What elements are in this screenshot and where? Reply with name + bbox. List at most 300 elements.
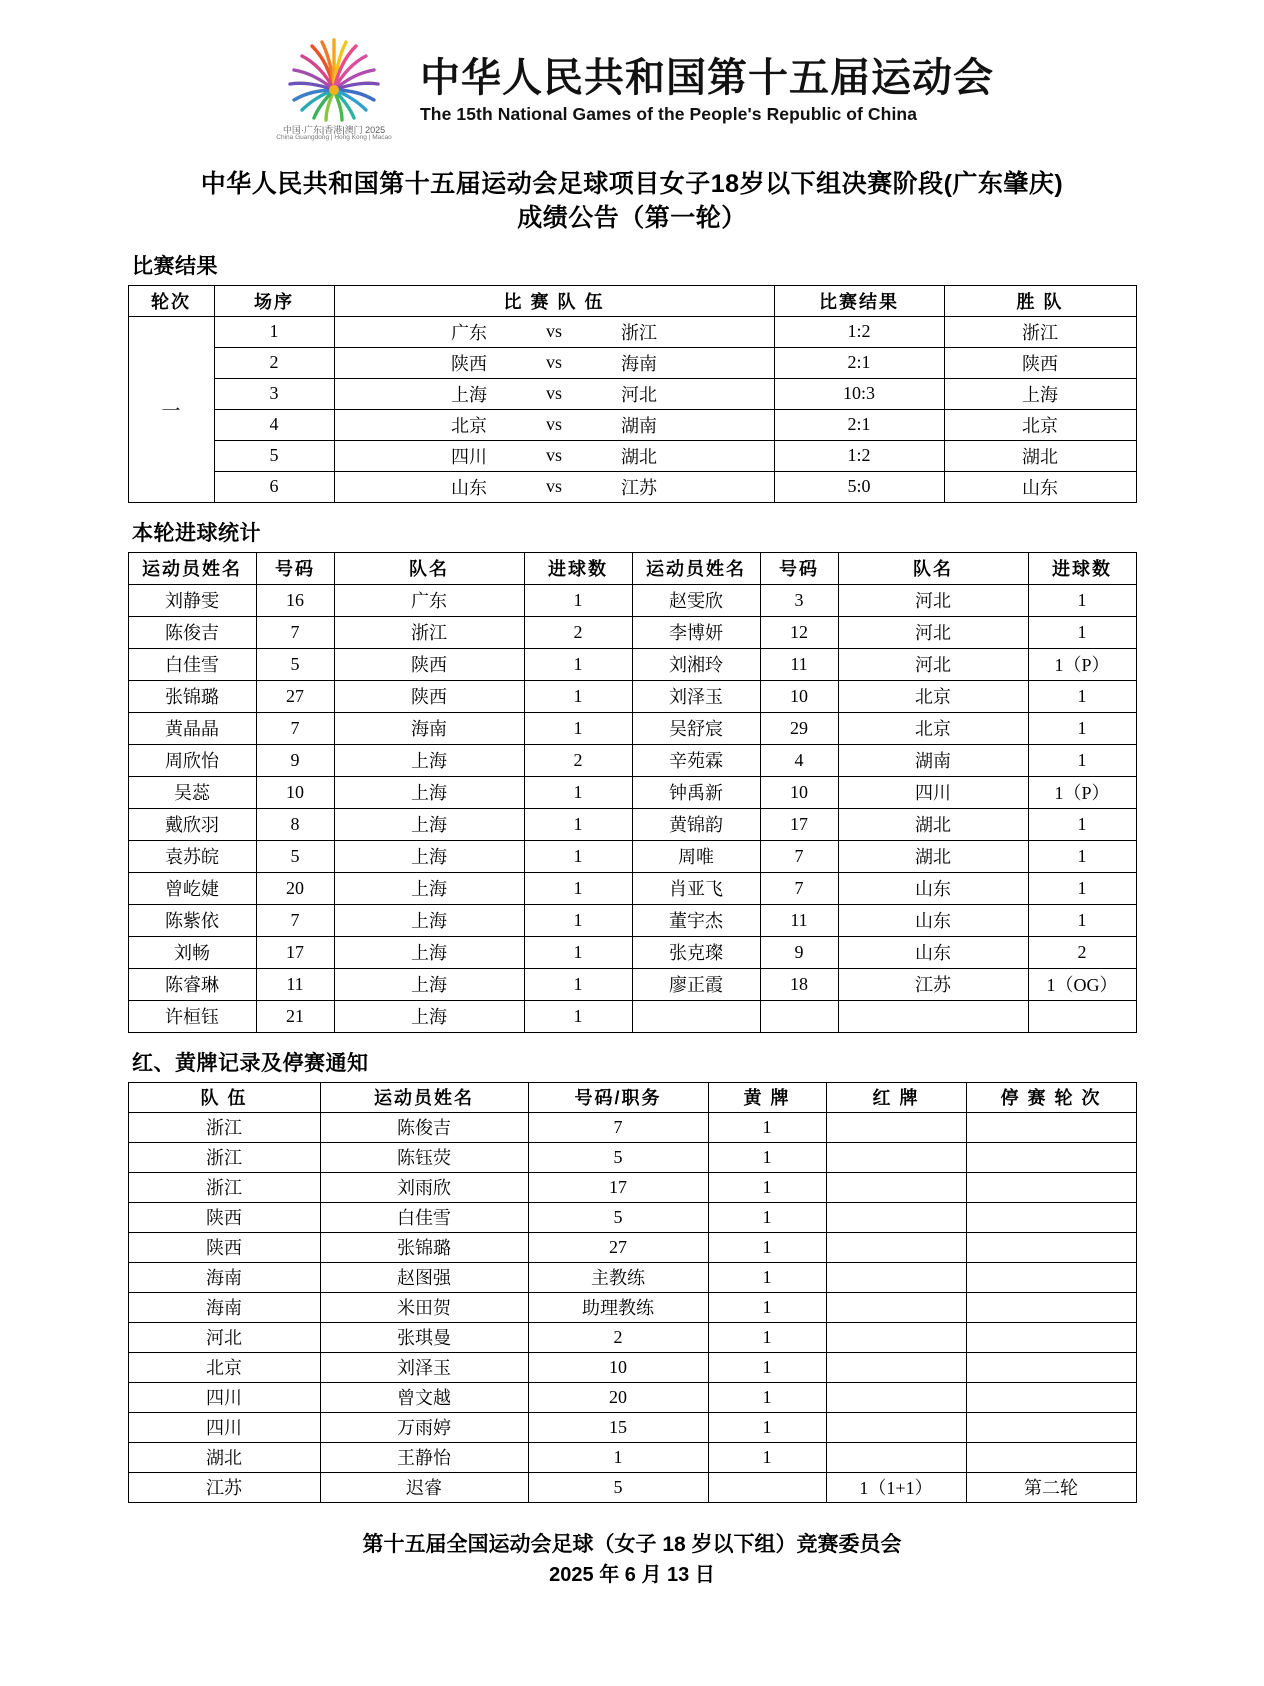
col-number-right: 号码	[760, 552, 838, 584]
col-order: 场序	[214, 285, 334, 316]
scorer-goals-right: 1	[1028, 744, 1136, 776]
emblem-caption	[270, 126, 398, 142]
match-score: 2:1	[774, 347, 944, 378]
col-winner: 胜 队	[944, 285, 1136, 316]
card-red	[826, 1112, 966, 1142]
card-suspension	[966, 1352, 1136, 1382]
card-number-role: 17	[528, 1172, 708, 1202]
match-score: 10:3	[774, 378, 944, 409]
match-teams	[334, 316, 774, 347]
card-team: 四川	[128, 1382, 320, 1412]
table-row	[128, 712, 1136, 744]
scorer-name-left: 刘静雯	[128, 584, 256, 616]
card-red	[826, 1292, 966, 1322]
table-row	[128, 1142, 1136, 1172]
vs-label: vs	[545, 445, 562, 465]
card-red	[826, 1142, 966, 1172]
scorer-team-left: 上海	[334, 904, 524, 936]
vs-label: vs	[545, 414, 562, 434]
match-score: 1:2	[774, 316, 944, 347]
scorer-goals-right: 1	[1028, 904, 1136, 936]
match-order: 1	[214, 316, 334, 347]
card-red	[826, 1352, 966, 1382]
round-label: 一	[128, 316, 214, 502]
match-order: 5	[214, 440, 334, 471]
scorer-team-right: 北京	[838, 680, 1028, 712]
card-player-name: 赵图强	[320, 1262, 528, 1292]
card-team: 浙江	[128, 1142, 320, 1172]
games-title-cn: 中华人民共和国第十五届运动会	[420, 55, 994, 100]
card-red	[826, 1322, 966, 1352]
scorer-team-left: 上海	[334, 968, 524, 1000]
table-row	[128, 1412, 1136, 1442]
table-header-row	[128, 285, 1136, 316]
results-table	[128, 285, 1137, 503]
col-teams: 比 赛 队 伍	[334, 285, 774, 316]
scorer-name-left: 陈睿琳	[128, 968, 256, 1000]
card-yellow: 1	[708, 1442, 826, 1472]
footer-committee: 第十五届全国运动会足球（女子 18 岁以下组）竞赛委员会	[362, 1532, 902, 1556]
section-heading-cards: 红、黄牌记录及停赛通知	[132, 1051, 369, 1075]
page-title	[108, 168, 1156, 236]
scorer-name-right: 李博妍	[632, 616, 760, 648]
card-red	[826, 1442, 966, 1472]
card-team: 海南	[128, 1292, 320, 1322]
games-emblem-icon	[270, 38, 398, 142]
scorer-goals-left: 1	[524, 712, 632, 744]
card-yellow: 1	[708, 1142, 826, 1172]
vs-label: vs	[545, 476, 562, 496]
scorer-number-left: 17	[256, 936, 334, 968]
table-row	[128, 840, 1136, 872]
match-teams	[334, 471, 774, 502]
table-row	[128, 1262, 1136, 1292]
table-row	[128, 1172, 1136, 1202]
scorer-number-right	[760, 1000, 838, 1032]
scorer-team-left: 上海	[334, 840, 524, 872]
col-player-name-right: 运动员姓名	[632, 552, 760, 584]
table-row	[128, 904, 1136, 936]
scorer-goals-left: 1	[524, 648, 632, 680]
scorer-team-left: 海南	[334, 712, 524, 744]
home-team: 陕西	[451, 353, 487, 374]
card-suspension	[966, 1412, 1136, 1442]
scorer-number-right: 10	[760, 680, 838, 712]
scorer-number-left: 7	[256, 616, 334, 648]
card-yellow: 1	[708, 1262, 826, 1292]
match-winner: 上海	[944, 378, 1136, 409]
col-player-name-left: 运动员姓名	[128, 552, 256, 584]
card-red	[826, 1382, 966, 1412]
scorer-team-left: 上海	[334, 1000, 524, 1032]
col-team: 队 伍	[128, 1082, 320, 1112]
card-team: 海南	[128, 1262, 320, 1292]
table-row	[128, 1292, 1136, 1322]
col-red-card: 红 牌	[826, 1082, 966, 1112]
card-team: 江苏	[128, 1472, 320, 1502]
scorer-team-right	[838, 1000, 1028, 1032]
vs-label: vs	[545, 321, 562, 341]
home-team: 四川	[451, 446, 487, 467]
document-footer	[108, 1529, 1156, 1591]
card-number-role: 7	[528, 1112, 708, 1142]
section-heading-scorers: 本轮进球统计	[132, 521, 261, 545]
match-order: 6	[214, 471, 334, 502]
home-team: 上海	[451, 384, 487, 405]
table-row	[128, 1000, 1136, 1032]
card-team: 浙江	[128, 1112, 320, 1142]
card-yellow: 1	[708, 1112, 826, 1142]
col-number-role: 号码/职务	[528, 1082, 708, 1112]
scorer-number-right: 10	[760, 776, 838, 808]
match-teams	[334, 409, 774, 440]
card-team: 湖北	[128, 1442, 320, 1472]
scorer-goals-left: 1	[524, 872, 632, 904]
scorer-goals-left: 1	[524, 1000, 632, 1032]
scorer-goals-left: 1	[524, 680, 632, 712]
table-row	[128, 808, 1136, 840]
scorer-goals-left: 1	[524, 776, 632, 808]
card-suspension	[966, 1202, 1136, 1232]
table-row	[128, 744, 1136, 776]
scorer-name-right: 钟禹新	[632, 776, 760, 808]
card-number-role: 5	[528, 1142, 708, 1172]
scorer-goals-right: 1（P）	[1028, 776, 1136, 808]
table-row	[128, 584, 1136, 616]
table-row	[128, 1382, 1136, 1412]
scorer-goals-left: 1	[524, 584, 632, 616]
scorer-name-left: 刘畅	[128, 936, 256, 968]
table-row	[128, 1112, 1136, 1142]
scorer-number-right: 7	[760, 872, 838, 904]
table-row	[128, 616, 1136, 648]
col-team-left: 队名	[334, 552, 524, 584]
home-team: 广东	[451, 322, 487, 343]
scorer-name-right: 黄锦韵	[632, 808, 760, 840]
away-team: 湖北	[621, 446, 657, 467]
match-teams	[334, 440, 774, 471]
card-suspension	[966, 1262, 1136, 1292]
scorer-team-right: 湖北	[838, 808, 1028, 840]
scorer-name-right: 刘泽玉	[632, 680, 760, 712]
card-yellow	[708, 1472, 826, 1502]
scorer-goals-left: 2	[524, 616, 632, 648]
card-team: 河北	[128, 1322, 320, 1352]
card-suspension	[966, 1112, 1136, 1142]
scorer-number-right: 4	[760, 744, 838, 776]
scorer-goals-left: 1	[524, 968, 632, 1000]
scorer-number-right: 9	[760, 936, 838, 968]
scorer-number-left: 5	[256, 840, 334, 872]
col-team-right: 队名	[838, 552, 1028, 584]
scorer-team-left: 广东	[334, 584, 524, 616]
scorer-team-left: 陕西	[334, 648, 524, 680]
home-team: 北京	[451, 415, 487, 436]
scorer-goals-right: 1	[1028, 616, 1136, 648]
scorer-goals-right: 1	[1028, 840, 1136, 872]
match-score: 1:2	[774, 440, 944, 471]
match-winner: 山东	[944, 471, 1136, 502]
match-order: 2	[214, 347, 334, 378]
card-red	[826, 1262, 966, 1292]
table-row	[128, 872, 1136, 904]
table-row	[128, 1442, 1136, 1472]
scorer-goals-left: 1	[524, 840, 632, 872]
card-player-name: 刘雨欣	[320, 1172, 528, 1202]
scorer-name-left: 黄晶晶	[128, 712, 256, 744]
scorer-team-right: 河北	[838, 648, 1028, 680]
match-teams	[334, 347, 774, 378]
scorer-number-left: 11	[256, 968, 334, 1000]
scorer-number-left: 20	[256, 872, 334, 904]
scorer-number-right: 11	[760, 904, 838, 936]
scorer-number-right: 12	[760, 616, 838, 648]
card-yellow: 1	[708, 1232, 826, 1262]
scorer-name-right: 辛苑霖	[632, 744, 760, 776]
table-row	[128, 1472, 1136, 1502]
card-yellow: 1	[708, 1322, 826, 1352]
scorer-goals-right: 2	[1028, 936, 1136, 968]
scorer-team-right: 北京	[838, 712, 1028, 744]
scorer-team-left: 上海	[334, 872, 524, 904]
scorer-goals-left: 1	[524, 904, 632, 936]
scorer-name-left: 陈紫依	[128, 904, 256, 936]
vs-label: vs	[545, 383, 562, 403]
scorer-name-right: 周唯	[632, 840, 760, 872]
table-row	[128, 1322, 1136, 1352]
card-team: 北京	[128, 1352, 320, 1382]
card-player-name: 张锦璐	[320, 1232, 528, 1262]
card-number-role: 27	[528, 1232, 708, 1262]
scorer-number-left: 21	[256, 1000, 334, 1032]
match-winner: 湖北	[944, 440, 1136, 471]
scorer-number-left: 27	[256, 680, 334, 712]
match-score: 5:0	[774, 471, 944, 502]
card-red	[826, 1172, 966, 1202]
table-row	[128, 648, 1136, 680]
card-suspension	[966, 1382, 1136, 1412]
card-player-name: 万雨婷	[320, 1412, 528, 1442]
table-row	[128, 968, 1136, 1000]
scorer-goals-right: 1（P）	[1028, 648, 1136, 680]
scorer-number-left: 7	[256, 904, 334, 936]
document-header	[108, 0, 1156, 142]
table-row	[128, 316, 1136, 347]
scorer-team-right: 河北	[838, 616, 1028, 648]
home-team: 山东	[451, 477, 487, 498]
card-suspension: 第二轮	[966, 1472, 1136, 1502]
table-row	[128, 440, 1136, 471]
card-yellow: 1	[708, 1172, 826, 1202]
scorer-team-left: 陕西	[334, 680, 524, 712]
card-player-name: 陈钰荧	[320, 1142, 528, 1172]
vs-label: vs	[545, 352, 562, 372]
card-red	[826, 1412, 966, 1442]
away-team: 江苏	[621, 477, 657, 498]
card-player-name: 白佳雪	[320, 1202, 528, 1232]
card-player-name: 米田贺	[320, 1292, 528, 1322]
card-suspension	[966, 1322, 1136, 1352]
scorer-name-left: 许桓钰	[128, 1000, 256, 1032]
away-team: 浙江	[621, 322, 657, 343]
card-team: 四川	[128, 1412, 320, 1442]
scorer-name-left: 吴蕊	[128, 776, 256, 808]
card-player-name: 张琪曼	[320, 1322, 528, 1352]
emblem-caption-en: China Guangdong | Hong Kong | Macao	[276, 134, 392, 142]
scorer-goals-right: 1	[1028, 808, 1136, 840]
scorers-table	[128, 552, 1137, 1033]
table-row	[128, 1202, 1136, 1232]
card-player-name: 迟睿	[320, 1472, 528, 1502]
scorer-name-left: 白佳雪	[128, 648, 256, 680]
card-yellow: 1	[708, 1382, 826, 1412]
scorer-name-left: 张锦璐	[128, 680, 256, 712]
match-teams	[334, 378, 774, 409]
scorer-team-right: 山东	[838, 936, 1028, 968]
scorer-goals-right: 1（OG）	[1028, 968, 1136, 1000]
card-suspension	[966, 1292, 1136, 1322]
card-suspension	[966, 1442, 1136, 1472]
scorer-goals-right: 1	[1028, 584, 1136, 616]
cards-table	[128, 1082, 1137, 1503]
col-round: 轮次	[128, 285, 214, 316]
col-score: 比赛结果	[774, 285, 944, 316]
scorer-team-left: 上海	[334, 808, 524, 840]
table-row	[128, 471, 1136, 502]
card-number-role: 助理教练	[528, 1292, 708, 1322]
scorer-team-right: 河北	[838, 584, 1028, 616]
footer-date: 2025 年 6 月 13 日	[549, 1564, 715, 1586]
card-number-role: 主教练	[528, 1262, 708, 1292]
card-number-role: 15	[528, 1412, 708, 1442]
match-winner: 浙江	[944, 316, 1136, 347]
scorer-goals-right: 1	[1028, 872, 1136, 904]
card-player-name: 陈俊吉	[320, 1112, 528, 1142]
card-number-role: 1	[528, 1442, 708, 1472]
scorer-number-right: 7	[760, 840, 838, 872]
scorer-name-right: 肖亚飞	[632, 872, 760, 904]
card-number-role: 10	[528, 1352, 708, 1382]
scorer-team-left: 上海	[334, 936, 524, 968]
scorer-name-right: 廖正霞	[632, 968, 760, 1000]
card-suspension	[966, 1172, 1136, 1202]
scorer-name-left: 戴欣羽	[128, 808, 256, 840]
col-goals-right: 进球数	[1028, 552, 1136, 584]
card-player-name: 王静怡	[320, 1442, 528, 1472]
card-number-role: 2	[528, 1322, 708, 1352]
scorer-goals-right	[1028, 1000, 1136, 1032]
card-player-name: 刘泽玉	[320, 1352, 528, 1382]
away-team: 海南	[621, 353, 657, 374]
match-order: 4	[214, 409, 334, 440]
match-winner: 北京	[944, 409, 1136, 440]
scorer-name-right: 董宇杰	[632, 904, 760, 936]
match-winner: 陕西	[944, 347, 1136, 378]
scorer-team-left: 上海	[334, 776, 524, 808]
card-number-role: 20	[528, 1382, 708, 1412]
col-suspension: 停 赛 轮 次	[966, 1082, 1136, 1112]
scorer-goals-right: 1	[1028, 712, 1136, 744]
table-row	[128, 1352, 1136, 1382]
scorer-goals-left: 2	[524, 744, 632, 776]
col-yellow-card: 黄 牌	[708, 1082, 826, 1112]
scorer-number-left: 9	[256, 744, 334, 776]
doc-title-line1: 中华人民共和国第十五届运动会足球项目女子18岁以下组决赛阶段(广东肇庆)	[200, 170, 1064, 198]
scorer-goals-right: 1	[1028, 680, 1136, 712]
scorer-name-right: 张克璨	[632, 936, 760, 968]
scorer-team-right: 湖北	[838, 840, 1028, 872]
scorer-number-right: 18	[760, 968, 838, 1000]
card-suspension	[966, 1142, 1136, 1172]
scorer-number-left: 5	[256, 648, 334, 680]
scorer-team-right: 江苏	[838, 968, 1028, 1000]
header-titles	[420, 55, 994, 125]
scorer-number-left: 10	[256, 776, 334, 808]
card-yellow: 1	[708, 1352, 826, 1382]
scorer-number-right: 29	[760, 712, 838, 744]
scorer-team-left: 上海	[334, 744, 524, 776]
card-player-name: 曾文越	[320, 1382, 528, 1412]
scorer-number-right: 11	[760, 648, 838, 680]
scorer-number-right: 3	[760, 584, 838, 616]
table-row	[128, 347, 1136, 378]
card-number-role: 5	[528, 1472, 708, 1502]
col-number-left: 号码	[256, 552, 334, 584]
games-title-en: The 15th National Games of the People's Republic of China	[420, 104, 918, 125]
card-yellow: 1	[708, 1412, 826, 1442]
card-yellow: 1	[708, 1292, 826, 1322]
scorer-team-right: 四川	[838, 776, 1028, 808]
col-player-name: 运动员姓名	[320, 1082, 528, 1112]
card-team: 陕西	[128, 1232, 320, 1262]
table-row	[128, 776, 1136, 808]
match-order: 3	[214, 378, 334, 409]
away-team: 湖南	[621, 415, 657, 436]
scorer-team-right: 湖南	[838, 744, 1028, 776]
scorer-name-left: 陈俊吉	[128, 616, 256, 648]
scorer-name-left: 袁苏皖	[128, 840, 256, 872]
table-header-row	[128, 552, 1136, 584]
scorer-goals-left: 1	[524, 808, 632, 840]
card-number-role: 5	[528, 1202, 708, 1232]
table-row	[128, 1232, 1136, 1262]
scorer-goals-left: 1	[524, 936, 632, 968]
col-goals-left: 进球数	[524, 552, 632, 584]
card-red: 1（1+1）	[826, 1472, 966, 1502]
scorer-name-left: 曾屹婕	[128, 872, 256, 904]
scorer-name-right: 赵雯欣	[632, 584, 760, 616]
scorer-name-right: 吴舒宸	[632, 712, 760, 744]
card-suspension	[966, 1232, 1136, 1262]
table-header-row	[128, 1082, 1136, 1112]
scorer-name-right: 刘湘玲	[632, 648, 760, 680]
scorer-number-left: 8	[256, 808, 334, 840]
scorer-number-left: 16	[256, 584, 334, 616]
table-row	[128, 680, 1136, 712]
table-row	[128, 936, 1136, 968]
section-heading-results: 比赛结果	[132, 254, 218, 278]
doc-title-line2: 成绩公告（第一轮）	[517, 203, 747, 232]
scorer-name-left: 周欣怡	[128, 744, 256, 776]
scorer-team-right: 山东	[838, 904, 1028, 936]
match-score: 2:1	[774, 409, 944, 440]
card-red	[826, 1202, 966, 1232]
card-yellow: 1	[708, 1202, 826, 1232]
away-team: 河北	[621, 384, 657, 405]
scorer-team-right: 山东	[838, 872, 1028, 904]
card-team: 浙江	[128, 1172, 320, 1202]
table-row	[128, 409, 1136, 440]
